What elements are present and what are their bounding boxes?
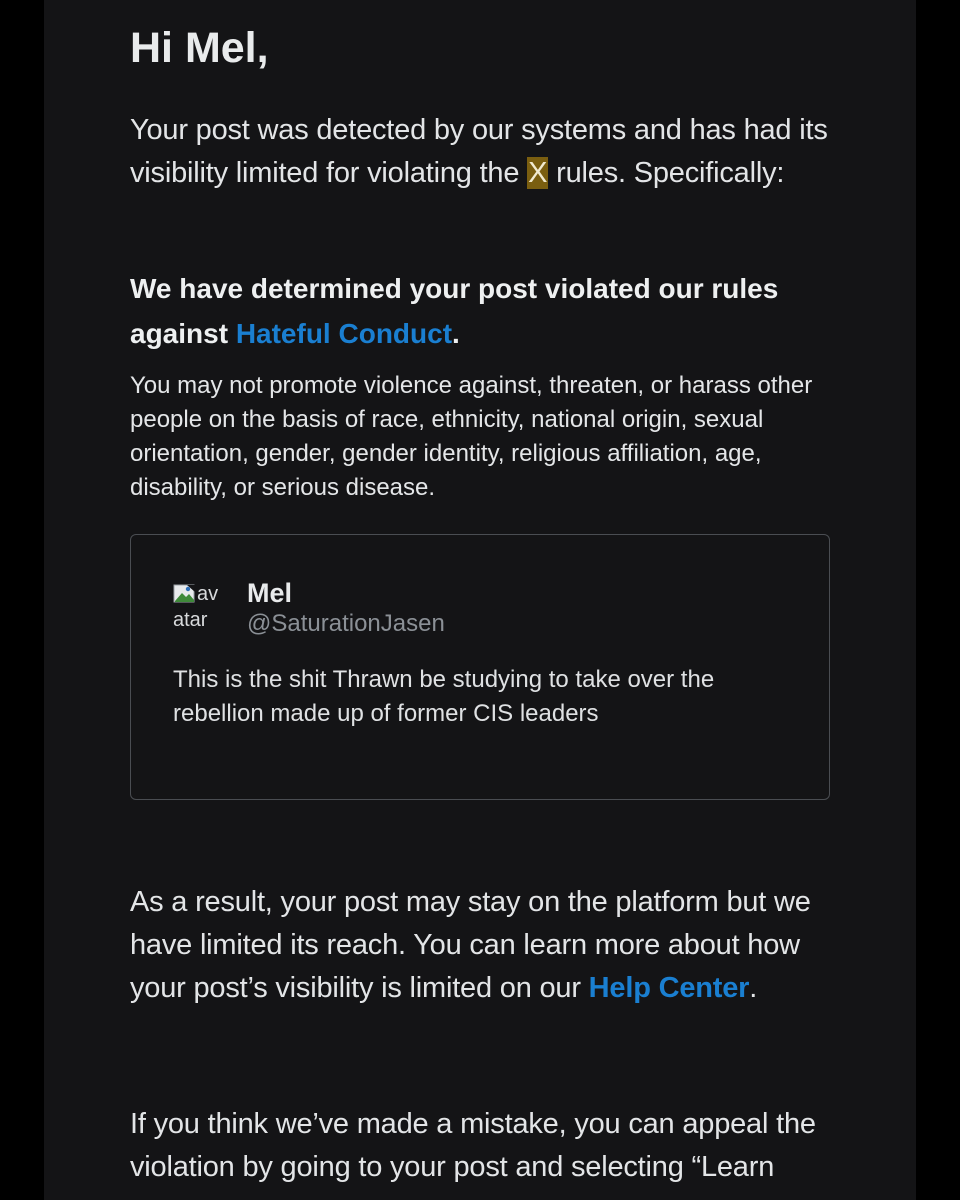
intro-paragraph [130,109,830,195]
post-text: This is the shit Thrawn be studying to take over the rebellion made up of former CIS leaders [173,666,715,727]
violation-statement [130,266,830,356]
rule-description: You may not promote violence against, threaten, or harass other people on the basis of race, ethnicity, national origin, sexual orientation, gender, gender identity, religious affiliation, age, disability, or serious disease. [130,372,813,501]
result-paragraph [130,881,830,1010]
violation-text: We have determined your post violated our rules against [130,273,779,349]
intro-text: Your post was detected by our systems and has had its visibility limited for violating the [130,114,828,189]
quoted-post-card[interactable] [130,534,830,800]
result-period: . [749,972,758,1004]
broken-image-icon [173,584,197,604]
post-author-name: Mel [247,578,293,608]
greeting-heading: Hi Mel, [130,24,269,72]
avatar [173,581,219,629]
post-author-handle: @SaturationJasen [247,610,445,637]
intro-text-end: rules. Specifically: [548,157,785,189]
appeal-paragraph: If you think we’ve made a mistake, you can appeal the violation by going to your post and selecting “Learn [130,1108,816,1183]
search-highlight: X [528,157,548,189]
avatar-alt-text: av [197,583,219,605]
help-center-link[interactable]: Help Center [588,972,750,1004]
result-text: As a result, your post may stay on the platform but we have limited its reach. You can learn more about how your post’s visibility is limited on our [130,886,811,1004]
violation-period: . [452,318,460,349]
hateful-conduct-link[interactable]: Hateful Conduct [235,318,453,349]
avatar-alt-text-wrap: atar [173,609,208,629]
